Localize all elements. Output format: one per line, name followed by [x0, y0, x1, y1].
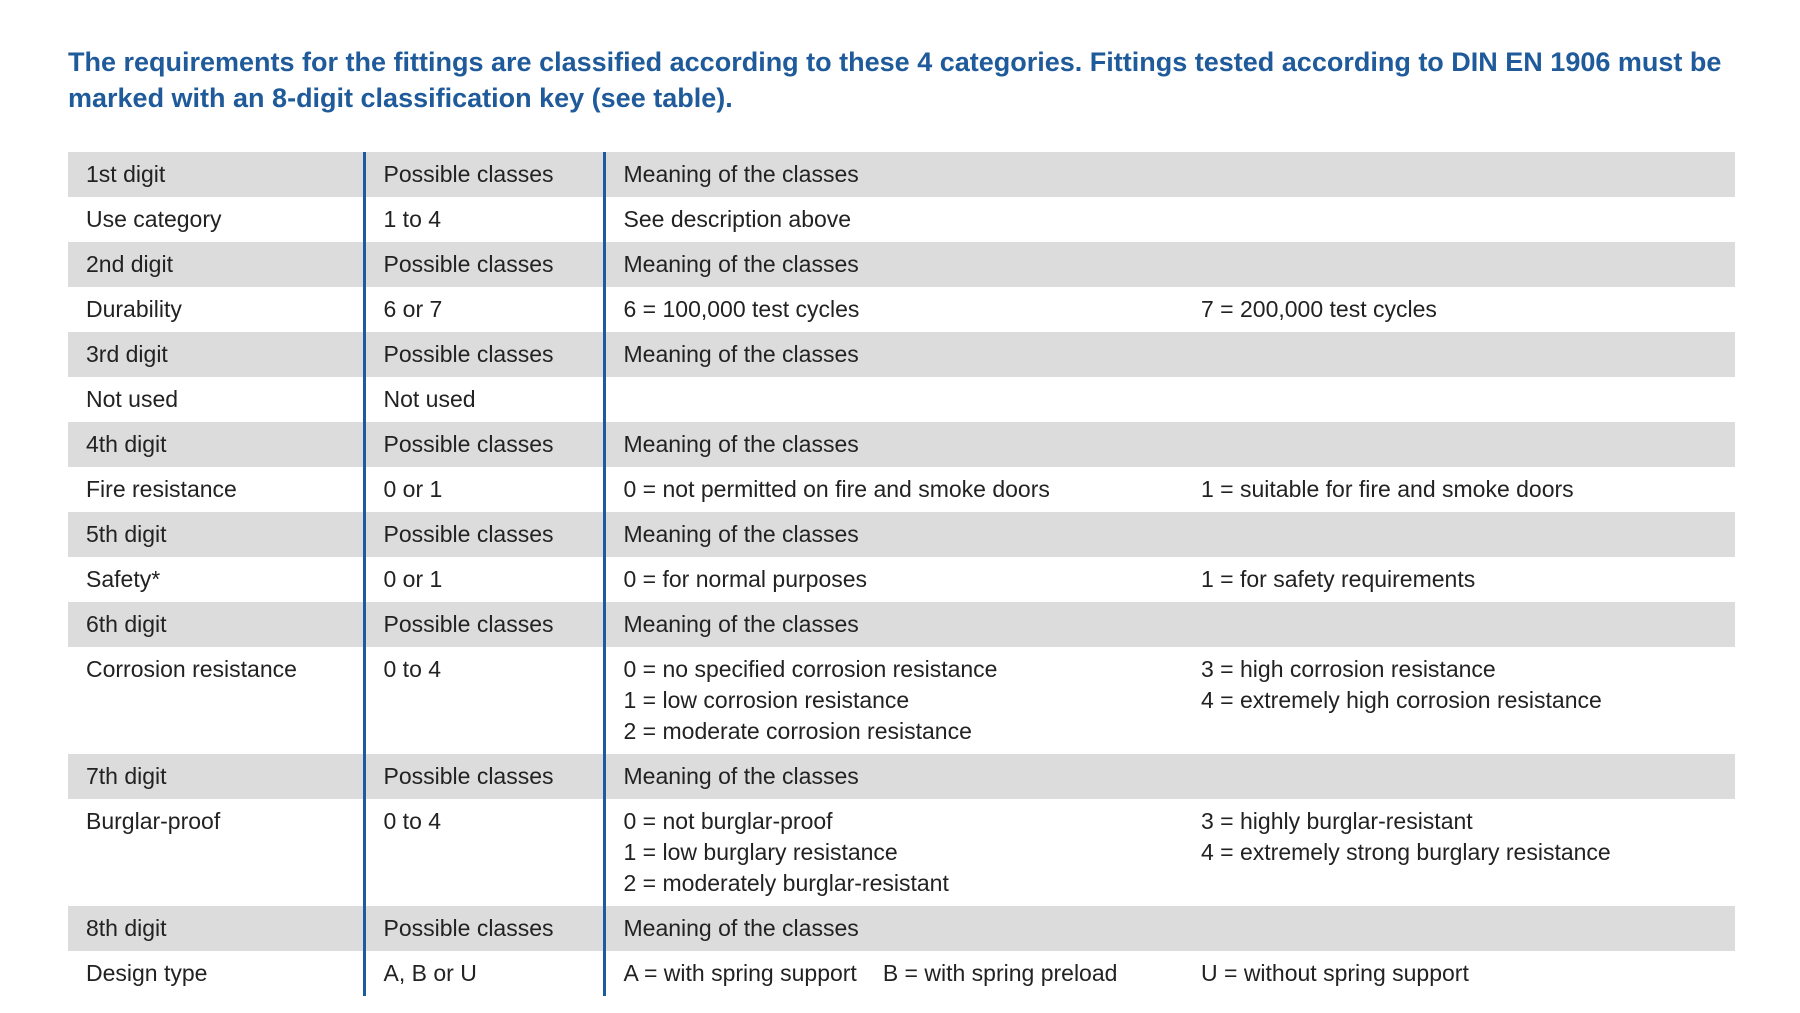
meaning-left [604, 467, 1201, 512]
meaning-entry: 1 = low burglary resistance [623, 839, 898, 865]
header-spacer [1201, 602, 1735, 647]
meaning-header: Meaning of the classes [604, 906, 1201, 951]
possible-classes-header: Possible classes [364, 602, 604, 647]
header-spacer [1201, 906, 1735, 951]
meaning-entry: B = with spring preload [882, 960, 1118, 986]
meaning-entry: 3 = high corrosion resistance [1201, 656, 1496, 682]
meaning-entry: 4 = extremely high corrosion resistance [1201, 687, 1602, 713]
meaning-left [604, 799, 1201, 906]
meaning-entry: 1 = suitable for fire and smoke doors [1201, 476, 1574, 502]
digit-header-row [68, 332, 1735, 377]
meaning-header: Meaning of the classes [604, 242, 1201, 287]
meaning-entry: 0 = for normal purposes [623, 566, 868, 592]
meaning-entry: See description above [623, 206, 852, 232]
possible-classes-value: 0 to 4 [364, 647, 604, 754]
property-name: Safety* [86, 566, 161, 592]
meaning-header: Meaning of the classes [604, 602, 1201, 647]
meaning-entry: U = without spring support [1201, 960, 1469, 986]
digit-header-row [68, 152, 1735, 197]
digit-label: 6th digit [68, 602, 364, 647]
meaning-left [604, 951, 1201, 996]
digit-label: 7th digit [68, 754, 364, 799]
digit-label: 3rd digit [68, 332, 364, 377]
meaning-entry: 1 = low corrosion resistance [623, 687, 910, 713]
digit-header-row [68, 754, 1735, 799]
possible-classes-value: 0 or 1 [364, 467, 604, 512]
property-name: Burglar-proof [86, 808, 221, 834]
possible-classes-value: Not used [364, 377, 604, 422]
digit-header-row [68, 422, 1735, 467]
table-row [68, 951, 1735, 996]
meaning-header: Meaning of the classes [604, 152, 1201, 197]
possible-classes-header: Possible classes [364, 242, 604, 287]
meaning-right [1201, 197, 1735, 242]
header-spacer [1201, 332, 1735, 377]
meaning-header: Meaning of the classes [604, 512, 1201, 557]
property-name: Not used [86, 386, 179, 412]
digit-header-row [68, 512, 1735, 557]
digit-label: 1st digit [68, 152, 364, 197]
header-spacer [1201, 242, 1735, 287]
page-heading: The requirements for the fittings are classified according to these 4 categories. Fittings tested according to DIN EN 1906 must be marked with an 8-digit classification key (see table). [68, 47, 1722, 113]
digit-label: 5th digit [68, 512, 364, 557]
classification-table [68, 152, 1735, 996]
header-spacer [1201, 422, 1735, 467]
digit-label: 8th digit [68, 906, 364, 951]
property-name: Fire resistance [86, 476, 237, 502]
table-row [68, 467, 1735, 512]
possible-classes-value: 0 or 1 [364, 557, 604, 602]
meaning-header: Meaning of the classes [604, 754, 1201, 799]
meaning-header: Meaning of the classes [604, 332, 1201, 377]
meaning-entry: 2 = moderately burglar-resistant [623, 870, 949, 896]
digit-header-row [68, 242, 1735, 287]
header-spacer [1201, 512, 1735, 557]
meaning-right [1201, 467, 1735, 512]
table-row [68, 287, 1735, 332]
meaning-entry: 3 = highly burglar-resistant [1201, 808, 1473, 834]
possible-classes-header: Possible classes [364, 906, 604, 951]
digit-header-row [68, 906, 1735, 951]
possible-classes-header: Possible classes [364, 512, 604, 557]
digit-label: 4th digit [68, 422, 364, 467]
meaning-entry: 0 = not burglar-proof [623, 808, 833, 834]
meaning-right [1201, 647, 1735, 754]
possible-classes-value: 0 to 4 [364, 799, 604, 906]
property-name: Durability [86, 296, 182, 322]
header-spacer [1201, 754, 1735, 799]
meaning-left [604, 197, 1201, 242]
table-body [68, 152, 1735, 996]
meaning-left [604, 647, 1201, 754]
meaning-entry: 0 = no specified corrosion resistance [623, 656, 998, 682]
meaning-entry: A = with spring support [623, 960, 857, 986]
meaning-left [604, 287, 1201, 332]
possible-classes-header: Possible classes [364, 152, 604, 197]
property-name: Corrosion resistance [86, 656, 297, 682]
property-name: Design type [86, 960, 208, 986]
meaning-left [604, 557, 1201, 602]
table-row [68, 377, 1735, 422]
possible-classes-header: Possible classes [364, 754, 604, 799]
meaning-entry: 4 = extremely strong burglary resistance [1201, 839, 1611, 865]
meaning-left [604, 377, 1201, 422]
table-row [68, 557, 1735, 602]
header-spacer [1201, 152, 1735, 197]
meaning-right [1201, 377, 1735, 422]
table-row [68, 799, 1735, 906]
table-row [68, 197, 1735, 242]
meaning-right [1201, 287, 1735, 332]
meaning-entry: 6 = 100,000 test cycles [623, 296, 860, 322]
meaning-entry: 0 = not permitted on fire and smoke doors [623, 476, 1050, 502]
meaning-right [1201, 951, 1735, 996]
table-row [68, 647, 1735, 754]
possible-classes-value: 6 or 7 [364, 287, 604, 332]
meaning-entry: 1 = for safety requirements [1201, 566, 1476, 592]
property-name: Use category [86, 206, 222, 232]
possible-classes-header: Possible classes [364, 332, 604, 377]
meaning-right [1201, 799, 1735, 906]
meaning-header: Meaning of the classes [604, 422, 1201, 467]
possible-classes-value: 1 to 4 [364, 197, 604, 242]
possible-classes-header: Possible classes [364, 422, 604, 467]
digit-label: 2nd digit [68, 242, 364, 287]
meaning-right [1201, 557, 1735, 602]
meaning-entry: 7 = 200,000 test cycles [1201, 296, 1437, 322]
meaning-entry: 2 = moderate corrosion resistance [623, 718, 972, 744]
possible-classes-value: A, B or U [364, 951, 604, 996]
digit-header-row [68, 602, 1735, 647]
